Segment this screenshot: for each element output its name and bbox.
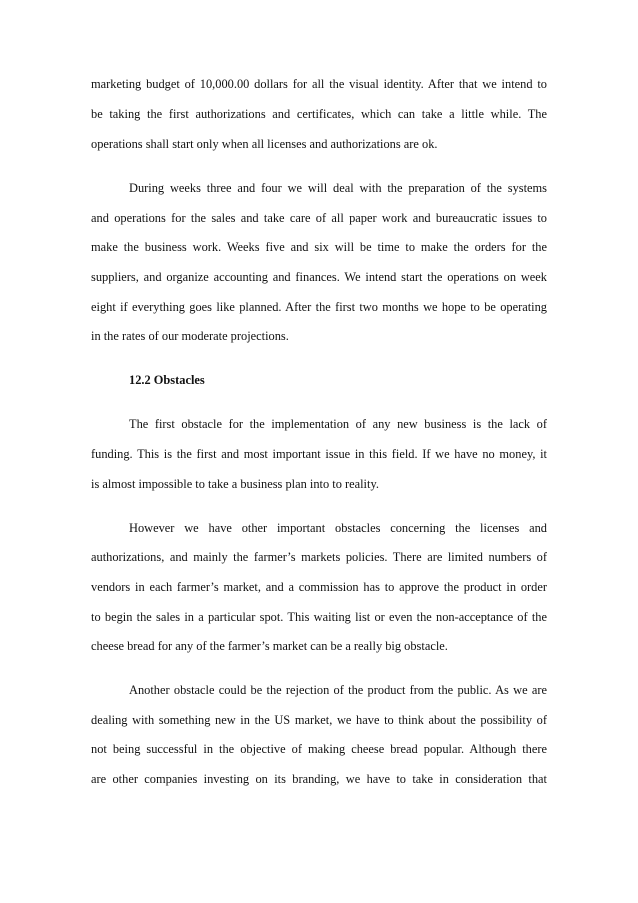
paragraph-4-line-5: cheese bread for any of the farmer’s market can be a really big obstacle. xyxy=(91,639,448,653)
paragraph-3-line-1: The first obstacle for the implementation of any new business is the lack of xyxy=(129,417,547,431)
paragraph-5-line-1: Another obstacle could be the rejection of the product from the public. As we are xyxy=(129,683,547,697)
paragraph-3-line-2: funding. This is the first and most important issue in this field. If we have no money, it xyxy=(91,447,547,461)
paragraph-5-line-3: not being successful in the objective of making cheese bread popular. Although there xyxy=(91,742,547,756)
paragraph-2-line-4: suppliers, and organize accounting and finances. We intend start the operations on week xyxy=(91,270,547,284)
paragraph-2-line-5: eight if everything goes like planned. After the first two months we hope to be operating xyxy=(91,300,547,314)
paragraph-2-line-1: During weeks three and four we will deal with the preparation of the systems xyxy=(129,181,547,195)
section-heading: 12.2 Obstacles xyxy=(129,373,205,387)
paragraph-2-line-6: in the rates of our moderate projections. xyxy=(91,329,289,343)
paragraph-5-line-4: are other companies investing on its branding, we have to take in consideration that xyxy=(91,772,547,786)
paragraph-1-line-3: operations shall start only when all licenses and authorizations are ok. xyxy=(91,137,438,151)
paragraph-1-line-2: be taking the first authorizations and certificates, which can take a little while. The xyxy=(91,107,547,121)
paragraph-5-line-2: dealing with something new in the US market, we have to think about the possibility of xyxy=(91,713,547,727)
paragraph-1-line-1: marketing budget of 10,000.00 dollars for all the visual identity. After that we intend to xyxy=(91,77,547,91)
paragraph-4-line-4: to begin the sales in a particular spot. This waiting list or even the non-acceptance of the xyxy=(91,610,547,624)
paragraph-4-line-2: authorizations, and mainly the farmer’s markets policies. There are limited numbers of xyxy=(91,550,547,564)
paragraph-4-line-3: vendors in each farmer’s market, and a commission has to approve the product in order xyxy=(91,580,547,594)
paragraph-3-line-3: is almost impossible to take a business plan into to reality. xyxy=(91,477,379,491)
paragraph-2-line-3: make the business work. Weeks five and six will be time to make the orders for the xyxy=(91,240,547,254)
paragraph-4-line-1: However we have other important obstacles concerning the licenses and xyxy=(129,521,547,535)
paragraph-2-line-2: and operations for the sales and take care of all paper work and bureaucratic issues to xyxy=(91,211,547,225)
